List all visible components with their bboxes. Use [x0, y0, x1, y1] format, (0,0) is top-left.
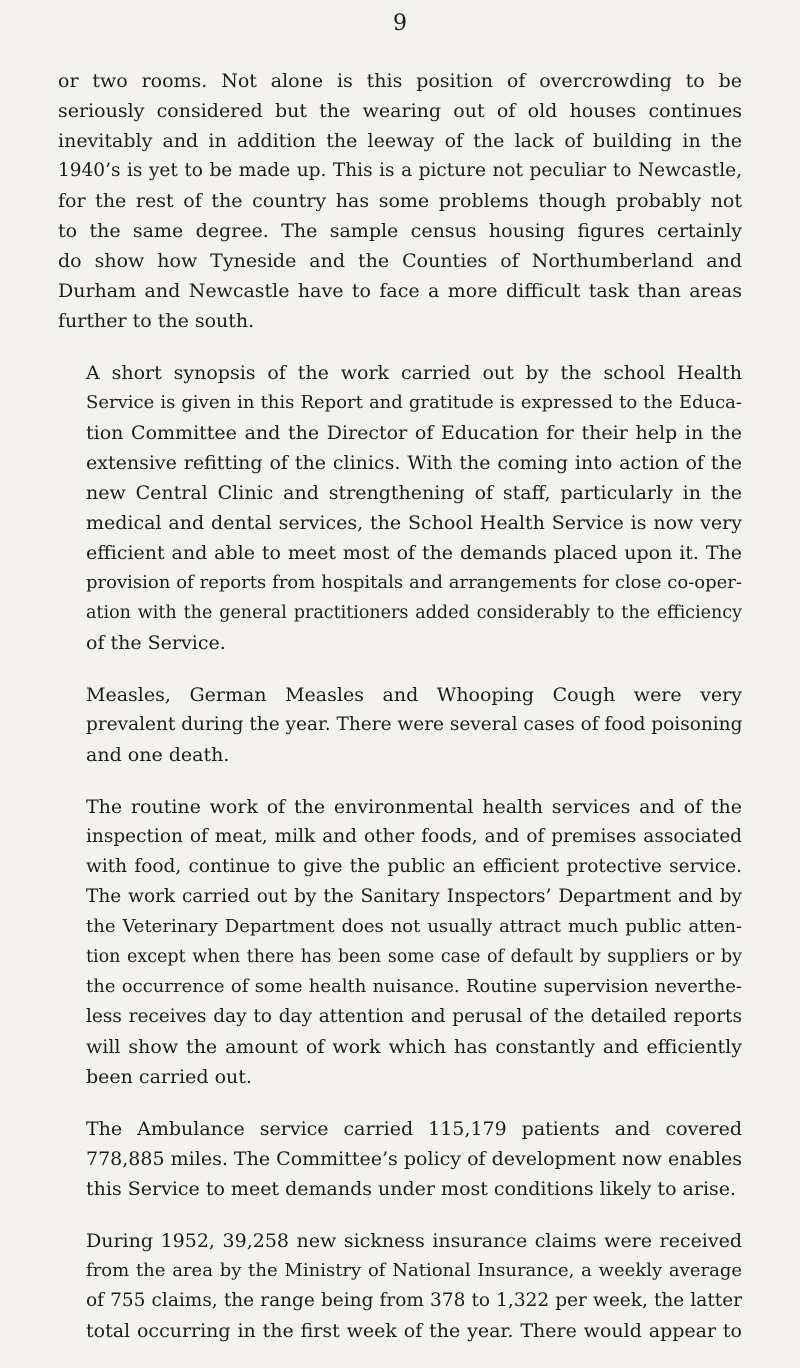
text-line: do show how Tyneside and the Counties of Northumberland and — [58, 250, 742, 272]
text-line: with food, continue to give the public an efficient protective service. — [86, 856, 742, 877]
text-line: new Central Clinic and strengthening of staff, particularly in the — [86, 482, 742, 504]
text-line: been carried out. — [86, 1066, 252, 1088]
text-line: will show the amount of work which has constantly and efficiently — [86, 1036, 742, 1058]
text-line: further to the south. — [58, 310, 255, 332]
text-line: and one death. — [86, 744, 230, 766]
text-line: ation with the general practitioners added considerably to the efficiency — [86, 603, 742, 623]
text-line: from the area by the Ministry of National Insurance, a weekly average — [86, 1260, 742, 1281]
text-line: Durham and Newcastle have to face a more difficult task than areas — [58, 280, 742, 302]
text-line: or two rooms. Not alone is this position of overcrowding to be — [58, 70, 742, 92]
text-line: 1940’s is yet to be made up. This is a picture not peculiar to Newcastle, — [58, 160, 742, 181]
text-line: inspection of meat, milk and other foods, and of premises associated — [86, 826, 742, 847]
text-line: Measles, German Measles and Whooping Cough were very — [86, 684, 742, 706]
text-line: The routine work of the environmental health services and of the — [86, 796, 742, 818]
paragraph — [58, 1114, 742, 1204]
text-line: of the Service. — [86, 632, 226, 654]
text-line: extensive refitting of the clinics. With the coming into action of the — [86, 452, 742, 474]
text-line: tion Committee and the Director of Education for their help in the — [86, 422, 742, 444]
paragraph — [58, 1226, 742, 1346]
text-line: this Service to meet demands under most conditions likely to arise. — [86, 1178, 737, 1200]
text-line: the Veterinary Department does not usually attract much public atten- — [86, 916, 742, 937]
page-number: 9 — [393, 11, 407, 36]
text-line: provision of reports from hospitals and arrangements for close co-oper- — [86, 572, 742, 593]
text-line: Service is given in this Report and gratitude is expressed to the Educa- — [86, 392, 742, 413]
text-line: The work carried out by the Sanitary Inspectors’ Department and by — [86, 886, 742, 907]
paragraph — [58, 680, 742, 770]
text-line: A short synopsis of the work carried out by the school Health — [86, 362, 742, 384]
text-line: total occurring in the first week of the year. There would appear to — [86, 1320, 742, 1342]
paragraph — [58, 792, 742, 1092]
text-line: for the rest of the country has some problems though probably not — [58, 190, 742, 212]
text-line: The Ambulance service carried 115,179 patients and covered — [86, 1118, 742, 1140]
text-line: 778,885 miles. The Committee’s policy of development now enables — [86, 1148, 742, 1170]
text-line: seriously considered but the wearing out of old houses continues — [58, 100, 742, 122]
body-text — [58, 66, 742, 1368]
text-line: During 1952, 39,258 new sickness insurance claims were received — [86, 1230, 742, 1252]
text-line: of 755 claims, the range being from 378 to 1,322 per week, the latter — [86, 1290, 742, 1311]
text-line: prevalent during the year. There were several cases of food poisoning — [86, 714, 743, 735]
text-line: the occurrence of some health nuisance. Routine supervision neverthe- — [86, 976, 742, 997]
text-line: inevitably and in addition the leeway of the lack of building in the — [58, 130, 742, 152]
text-line: medical and dental services, the School Health Service is now very — [86, 512, 742, 534]
paragraph — [58, 358, 742, 658]
text-line: to the same degree. The sample census housing figures certainly — [58, 220, 742, 242]
text-line: efficient and able to meet most of the demands placed upon it. The — [86, 542, 742, 564]
text-line: tion except when there has been some case of default by suppliers or by — [86, 947, 742, 967]
text-line: less receives day to day attention and perusal of the detailed reports — [86, 1006, 742, 1027]
paragraph — [58, 66, 742, 336]
